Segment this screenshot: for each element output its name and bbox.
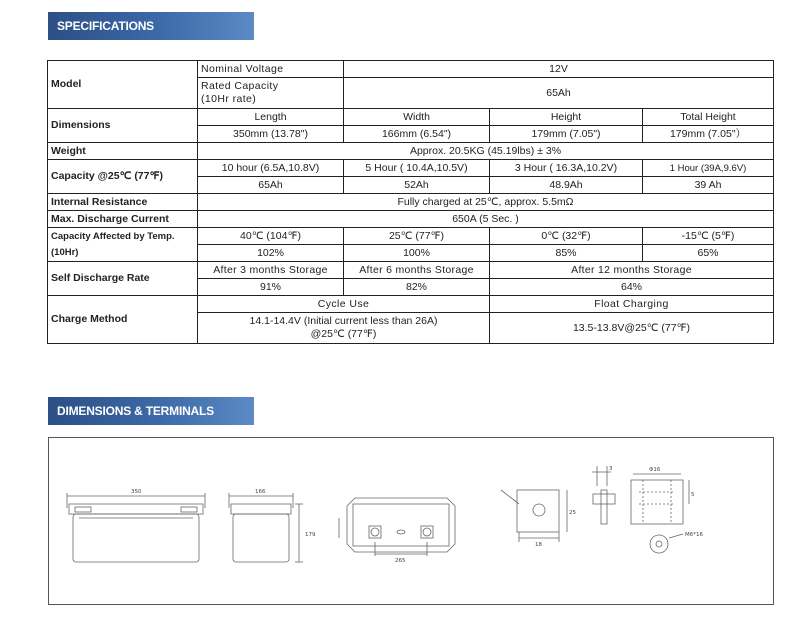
temp-header-40: 40℃ (104℉) bbox=[198, 228, 344, 245]
dimension-drawing-panel bbox=[48, 437, 774, 605]
max-discharge-label: Max. Discharge Current bbox=[48, 211, 198, 228]
rated-capacity-value: 65Ah bbox=[344, 78, 774, 109]
dim-value-total-height: 179mm (7.05"） bbox=[643, 126, 774, 143]
capacity-header-1h: 1 Hour (39A,9.6V) bbox=[643, 160, 774, 177]
temp-capacity-label-line1: Capacity Affected by Temp. bbox=[51, 230, 175, 242]
temp-capacity-label-line2: (10Hr) bbox=[51, 246, 79, 258]
self-discharge-value-12m: 64% bbox=[490, 279, 774, 296]
cycle-use-value-line2: @25℃ (77℉) bbox=[310, 328, 377, 340]
self-discharge-label: Self Discharge Rate bbox=[48, 262, 198, 296]
temp-value-40: 102% bbox=[198, 245, 344, 262]
cycle-use-label: Cycle Use bbox=[198, 296, 490, 313]
terminal-side-dimension: 25 bbox=[569, 510, 576, 516]
front-view bbox=[67, 493, 205, 562]
terminal-spacing-dimension: 265 bbox=[395, 558, 406, 564]
temp-header-minus15: -15℃ (5℉) bbox=[643, 228, 774, 245]
self-discharge-value-3m: 91% bbox=[198, 279, 344, 296]
temp-value-minus15: 65% bbox=[643, 245, 774, 262]
length-dimension: 350 bbox=[131, 489, 142, 495]
temp-value-0: 85% bbox=[490, 245, 643, 262]
rated-capacity-label bbox=[198, 78, 344, 109]
charge-method-header-row bbox=[48, 296, 774, 313]
model-label: Model bbox=[48, 61, 198, 109]
temp-header-0: 0℃ (32℉) bbox=[490, 228, 643, 245]
cycle-use-value bbox=[198, 313, 490, 344]
float-charging-label: Float Charging bbox=[490, 296, 774, 313]
dimensions-header-row bbox=[48, 109, 774, 126]
temp-value-25: 100% bbox=[344, 245, 490, 262]
terminal-height-dimension: 5 bbox=[691, 492, 695, 498]
capacity-header-10h: 10 hour (6.5A,10.8V) bbox=[198, 160, 344, 177]
self-discharge-header-row bbox=[48, 262, 774, 279]
height-dimension: 179 bbox=[305, 532, 316, 538]
weight-row bbox=[48, 143, 774, 160]
float-charging-value: 13.5-13.8V@25℃ (77℉) bbox=[490, 313, 774, 344]
self-discharge-header-12m: After 12 months Storage bbox=[490, 262, 774, 279]
capacity-value-10h: 65Ah bbox=[198, 177, 344, 194]
temp-capacity-label bbox=[48, 228, 198, 262]
capacity-value-1h: 39 Ah bbox=[643, 177, 774, 194]
self-discharge-value-6m: 82% bbox=[344, 279, 490, 296]
dimension-drawing bbox=[49, 438, 775, 606]
internal-resistance-label: Internal Resistance bbox=[48, 194, 198, 211]
dim-header-height: Height bbox=[490, 109, 643, 126]
temp-capacity-header-row bbox=[48, 228, 774, 245]
dim-header-width: Width bbox=[344, 109, 490, 126]
capacity-value-3h: 48.9Ah bbox=[490, 177, 643, 194]
dim-value-height: 179mm (7.05") bbox=[490, 126, 643, 143]
dim-value-width: 166mm (6.54") bbox=[344, 126, 490, 143]
nominal-voltage-value: 12V bbox=[344, 61, 774, 78]
internal-resistance-row bbox=[48, 194, 774, 211]
nominal-voltage-label: Nominal Voltage bbox=[198, 61, 344, 78]
dim-header-total-height: Total Height bbox=[643, 109, 774, 126]
self-discharge-header-3m: After 3 months Storage bbox=[198, 262, 344, 279]
capacity-label: Capacity @25℃ (77℉) bbox=[48, 160, 198, 194]
dim-value-length: 350mm (13.78") bbox=[198, 126, 344, 143]
width-dimension: 166 bbox=[255, 489, 266, 495]
top-view bbox=[339, 498, 455, 556]
dimensions-label: Dimensions bbox=[48, 109, 198, 143]
side-view bbox=[229, 493, 303, 562]
max-discharge-value: 650A (5 Sec. ) bbox=[198, 211, 774, 228]
weight-label: Weight bbox=[48, 143, 198, 160]
dimensions-terminals-header: DIMENSIONS & TERMINALS bbox=[48, 397, 254, 425]
max-discharge-row bbox=[48, 211, 774, 228]
specifications-header: SPECIFICATIONS bbox=[48, 12, 254, 40]
cycle-use-value-line1: 14.1-14.4V (Initial current less than 26A) bbox=[249, 315, 438, 327]
terminal-thickness-dimension: 3 bbox=[609, 466, 613, 472]
charge-method-label: Charge Method bbox=[48, 296, 198, 344]
dim-header-length: Length bbox=[198, 109, 344, 126]
capacity-header-row bbox=[48, 160, 774, 177]
self-discharge-header-6m: After 6 months Storage bbox=[344, 262, 490, 279]
temp-header-25: 25℃ (77℉) bbox=[344, 228, 490, 245]
specifications-table bbox=[47, 60, 774, 344]
terminal-base-dimension: 18 bbox=[535, 542, 542, 548]
internal-resistance-value: Fully charged at 25℃, approx. 5.5mΩ bbox=[198, 194, 774, 211]
model-row-1 bbox=[48, 61, 774, 78]
bolt-label: M6*16 bbox=[685, 532, 703, 538]
capacity-header-5h: 5 Hour ( 10.4A,10.5V) bbox=[344, 160, 490, 177]
weight-value: Approx. 20.5KG (45.19lbs) ± 3% bbox=[198, 143, 774, 160]
rated-capacity-label-line2: (10Hr rate) bbox=[201, 93, 257, 105]
terminal-width-dimension: Φ16 bbox=[649, 467, 661, 473]
rated-capacity-label-line1: Rated Capacity bbox=[201, 80, 279, 92]
capacity-value-5h: 52Ah bbox=[344, 177, 490, 194]
capacity-header-3h: 3 Hour ( 16.3A,10.2V) bbox=[490, 160, 643, 177]
terminal-drawings bbox=[501, 466, 689, 553]
